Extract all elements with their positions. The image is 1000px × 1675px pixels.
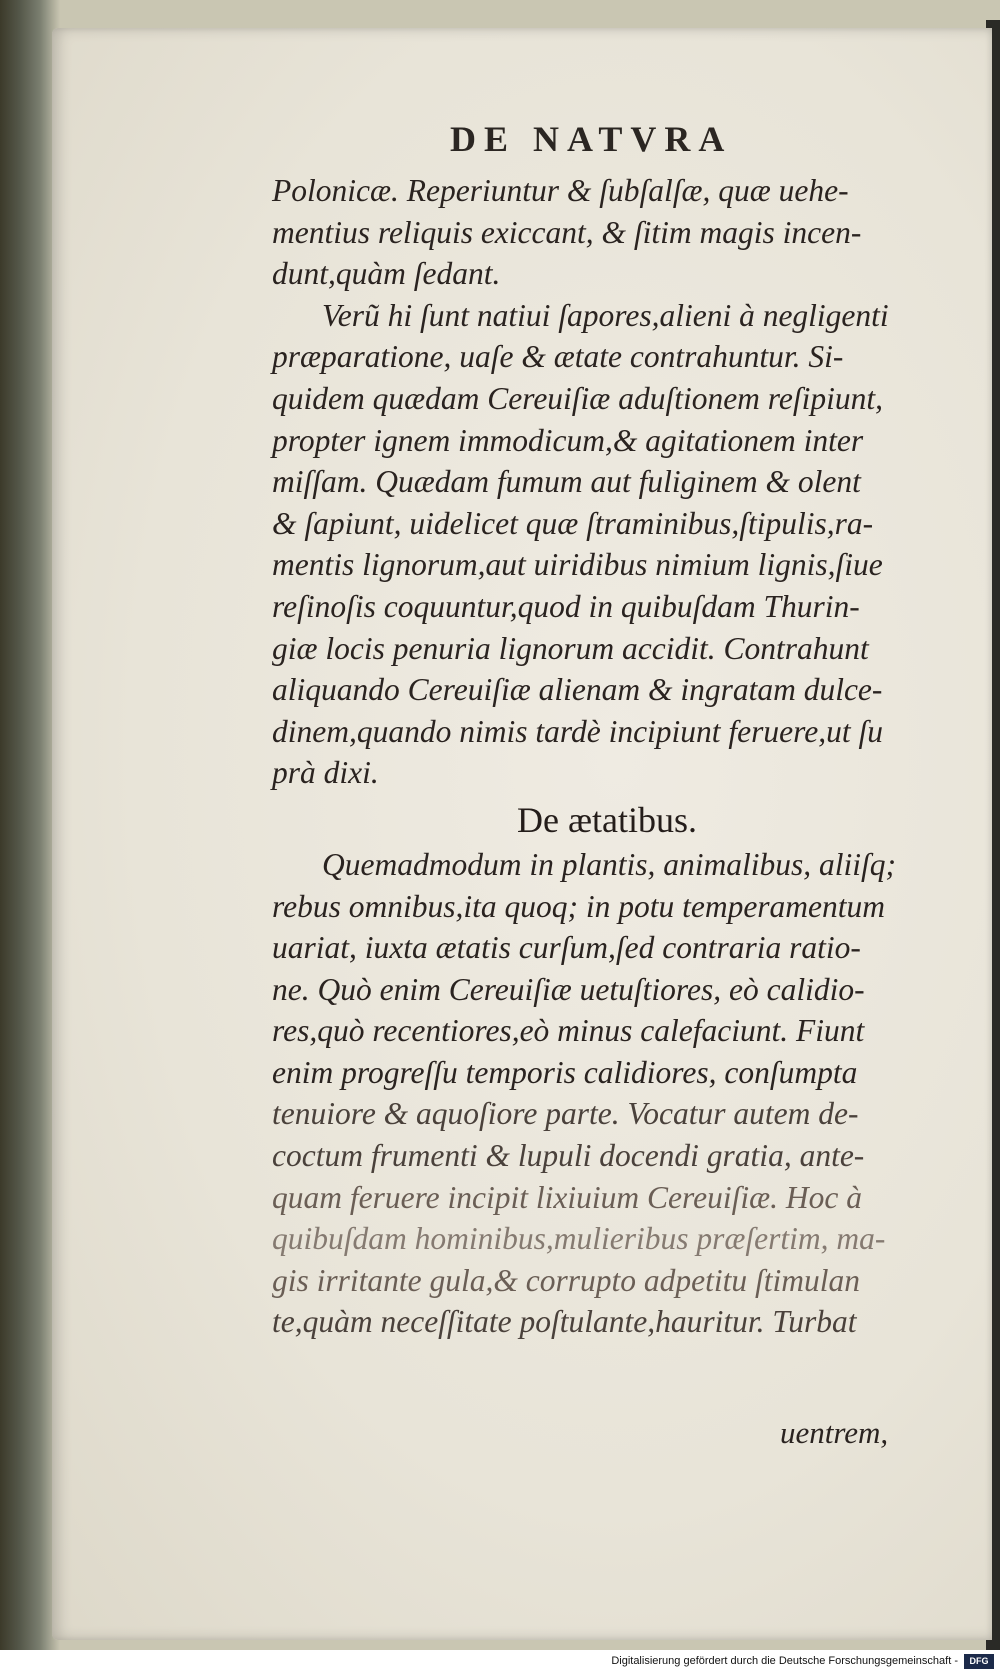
text-line: res,quò recentiores,eò minus calefaciunt. Fiunt [272, 1013, 865, 1049]
text-line: dinem,quando nimis tardè incipiunt feruere,ut ſu [272, 713, 883, 749]
text-line: uariat, iuxta ætatis curſum,ſed contraria ratio- [272, 930, 861, 966]
text-line: quam feruere incipit lixiuium Cereuiſiæ. Hoc à [272, 1179, 862, 1215]
section-heading: De ætatibus. [517, 799, 697, 840]
text-line: giæ locis penuria lignorum accidit. Contrahunt [272, 630, 869, 666]
text-line: Quemadmodum in plantis, animalibus, aliiſq; [322, 846, 896, 882]
footer-credit: Digitalisierung gefördert durch die Deutsche Forschungsgemeinschaft - [611, 1655, 958, 1667]
text-line: præparatione, uaſe & ætate contrahuntur. Si- [272, 339, 844, 375]
text-line: prà dixi. [272, 755, 379, 791]
running-head: DE NATVRA [450, 119, 733, 159]
text-line: ne. Quò enim Cereuiſiæ uetuſtiores, eò calidio- [272, 971, 865, 1007]
text-line: mentius reliquis exiccant, & ſitim magis incen- [272, 214, 862, 250]
text-line: quidem quædam Cereuiſiæ aduſtionem reſipiunt, [272, 380, 884, 416]
catchword: uentrem, [780, 1415, 889, 1450]
text-line: Verũ hi ſunt natiui ſapores,alieni à negligenti [322, 297, 889, 333]
text-line: rebus omnibus,ita quoq; in potu temperamentum [272, 888, 886, 924]
text-line: tenuiore & aquoſiore parte. Vocatur autem de- [272, 1096, 859, 1132]
text-line: miſſam. Quædam fumum aut fuliginem & olent [272, 464, 861, 500]
text-line: te,quàm neceſſitate poſtulante,hauritur. Turbat [272, 1304, 857, 1340]
text-line: mentis lignorum,aut uiridibus nimium lignis,ſiue [272, 547, 883, 583]
dfg-logo: DFG [964, 1654, 994, 1669]
text-line: propter ignem immodicum,& agitationem inter [272, 422, 864, 458]
text-line: dunt,quàm ſedant. [272, 256, 501, 292]
text-line: gis irritante gula,& corrupto adpetitu ſtimulan [272, 1262, 861, 1298]
text-line: aliquando Cereuiſiæ alienam & ingratam dulce- [272, 672, 883, 708]
text-line: & ſapiunt, uidelicet quæ ſtraminibus,ſtipulis,ra- [272, 505, 874, 541]
text-line: enim progreſſu temporis calidiores, conſumpta [272, 1054, 858, 1090]
text-line: reſinoſis coquuntur,quod in quibuſdam Thurin- [272, 588, 860, 624]
text-line: quibuſdam hominibus,mulieribus præſertim, ma- [272, 1221, 886, 1257]
text-line: coctum frumenti & lupuli docendi gratia, ante- [272, 1138, 865, 1174]
text-line: Polonicæ. Reperiuntur & ſubſalſæ, quæ uehe- [272, 173, 849, 208]
page-text [272, 170, 942, 1343]
footer-bar [0, 1650, 1000, 1675]
